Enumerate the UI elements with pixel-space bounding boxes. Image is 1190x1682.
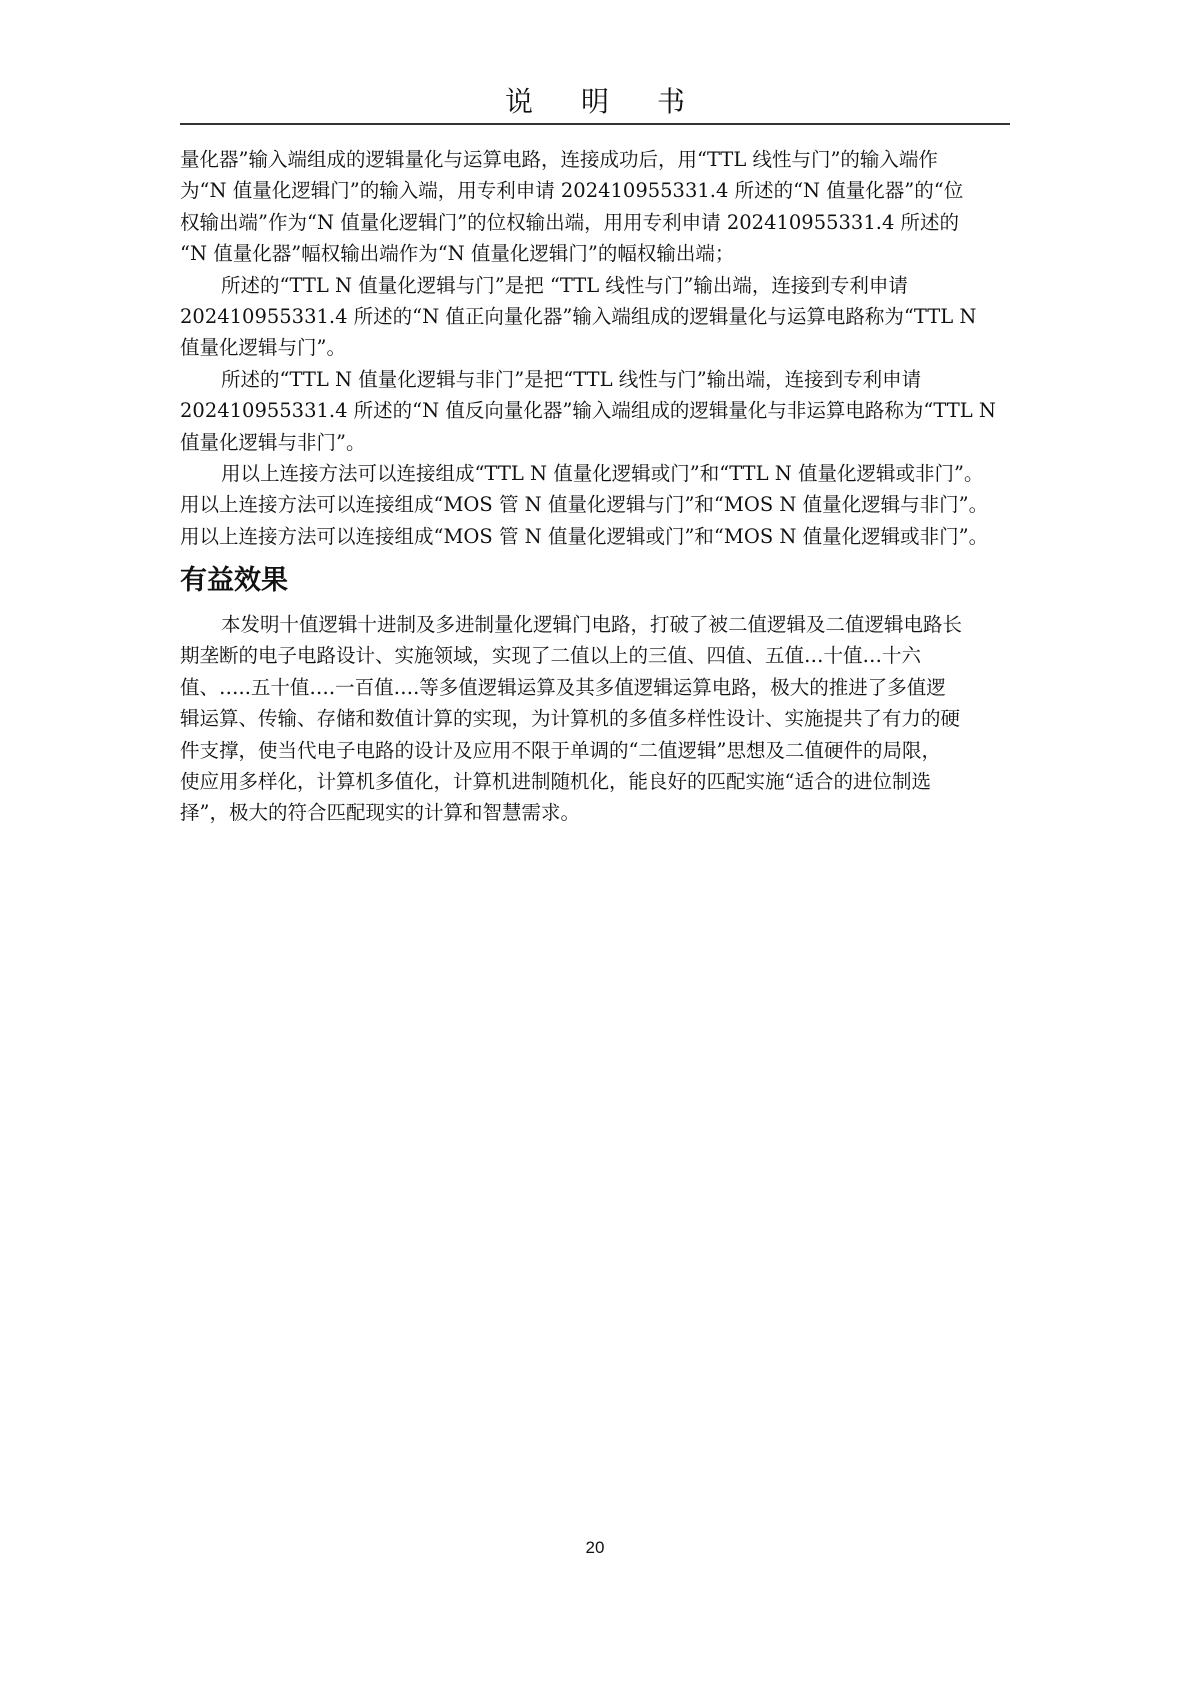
text-line: 202410955331.4 所述的“N 值正向量化器”输入端组成的逻辑量化与运算电路称为“TTL N xyxy=(180,304,977,328)
page-number: 20 xyxy=(585,1538,605,1557)
text-line: 为“N 值量化逻辑门”的输入端，用专利申请 202410955331.4 所述的“N 值量化器”的“位 xyxy=(180,179,964,203)
text-line: 所述的“TTL N 值量化逻辑与非门”是把“TTL 线性与门”输出端，连接到专利申请 xyxy=(221,367,922,391)
paragraph xyxy=(180,521,1010,552)
header-divider xyxy=(180,123,1010,125)
text-line: 择”，极大的符合匹配现实的计算和智慧需求。 xyxy=(180,801,580,825)
text-line: 值量化逻辑与门”。 xyxy=(180,336,346,360)
paragraph xyxy=(180,489,1010,520)
text-line: 量化器”输入端组成的逻辑量化与运算电路，连接成功后，用“TTL 线性与门”的输入端作 xyxy=(180,148,938,171)
text-line: 202410955331.4 所述的“N 值反向量化器”输入端组成的逻辑量化与非运算电路称为“TTL N xyxy=(180,399,996,423)
text-line: 权输出端”作为“N 值量化逻辑门”的位权输出端，用用专利申请 202410955331.4 所述的 xyxy=(180,210,960,234)
text-line: 辑运算、传输、存储和数值计算的实现，为计算机的多值多样性设计、实施提共了有力的硬 xyxy=(180,707,961,731)
paragraph xyxy=(180,364,1010,458)
text-line: 值、…..五十值….一百值….等多值逻辑运算及其多值逻辑运算电路，极大的推进了多值逻 xyxy=(180,675,946,699)
text-line: 用以上连接方法可以连接组成“MOS 管 N 值量化逻辑或门”和“MOS N 值量化逻辑或非门”。 xyxy=(180,524,989,548)
text-line: 使应用多样化，计算机多值化，计算机进制随机化，能良好的匹配实施“适合的进位制选 xyxy=(180,769,931,793)
section-body-2 xyxy=(180,609,1010,829)
paragraph xyxy=(180,144,1010,270)
text-line: 值量化逻辑与非门”。 xyxy=(180,430,366,454)
text-line: 用以上连接方法可以连接组成“MOS 管 N 值量化逻辑与门”和“MOS N 值量化逻辑与非门”。 xyxy=(180,493,989,517)
text-line: 用以上连接方法可以连接组成“TTL N 值量化逻辑或门”和“TTL N 值量化逻辑或非门”。 xyxy=(221,461,984,485)
text-line: 件支撑，使当代电子电路的设计及应用不限于单调的“二值逻辑”思想及二值硬件的局限， xyxy=(180,738,941,762)
text-line: 期垄断的电子电路设计、实施领域，实现了二值以上的三值、四值、五值…十值…十六 xyxy=(180,644,922,668)
text-line: “N 值量化器”幅权输出端作为“N 值量化逻辑门”的幅权输出端； xyxy=(180,242,735,266)
section-body-1 xyxy=(180,144,1010,552)
section-heading: 有益效果 xyxy=(180,565,288,596)
text-line: 所述的“TTL N 值量化逻辑与门”是把 “TTL 线性与门”输出端，连接到专利申请 xyxy=(221,273,908,297)
paragraph xyxy=(180,270,1010,364)
paragraph xyxy=(180,458,1010,489)
text-line: 本发明十值逻辑十进制及多进制量化逻辑门电路，打破了被二值逻辑及二值逻辑电路长 xyxy=(221,613,963,636)
page-title: 说明书 xyxy=(504,85,733,118)
